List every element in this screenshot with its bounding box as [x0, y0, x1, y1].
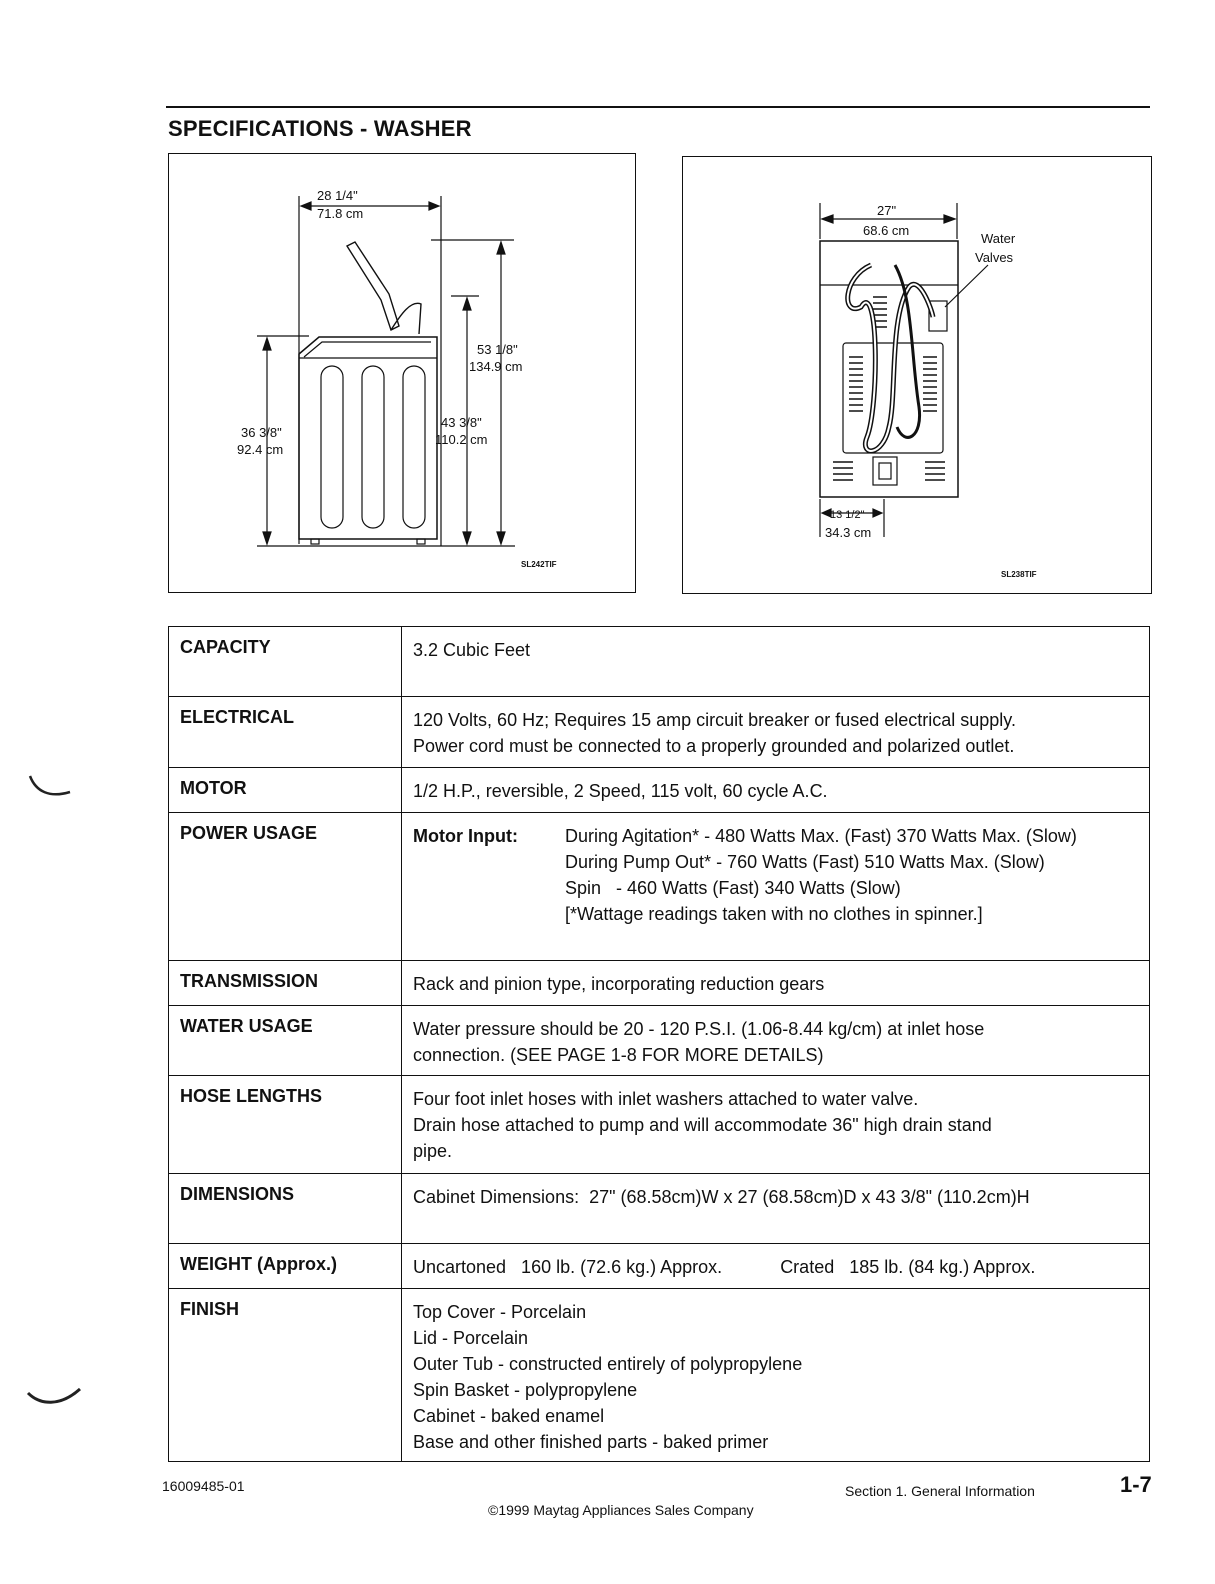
spec-label: MOTOR	[169, 768, 402, 813]
spec-line: pipe.	[413, 1141, 453, 1161]
spec-line: Top Cover - Porcelain	[413, 1302, 587, 1322]
spec-label: ELECTRICAL	[169, 697, 402, 768]
spec-line: Base and other finished parts - baked primer	[413, 1432, 769, 1452]
spec-label: HOSE LENGTHS	[169, 1076, 402, 1174]
spec-line: Spin - 460 Watts (Fast) 340 Watts (Slow)	[565, 878, 901, 898]
offset-cm-label: 34.3 cm	[825, 525, 872, 540]
motor-input-label: Motor Input:	[413, 826, 518, 846]
washer-side-drawing	[169, 154, 637, 594]
spec-line: Cabinet Dimensions: 27" (68.58cm)W x 27 (68.58cm)D x 43 3/8" (110.2cm)H	[413, 1187, 1030, 1207]
spec-value	[402, 1289, 1150, 1462]
specifications-table	[168, 626, 1150, 1462]
spec-label: FINISH	[169, 1289, 402, 1462]
rear-width-cm-label: 68.6 cm	[863, 223, 910, 238]
spec-line: Spin Basket - polypropylene	[413, 1380, 638, 1400]
spec-value	[402, 1076, 1150, 1174]
spec-row-motor	[169, 768, 1150, 813]
cabinet-height-cm-label: 110.2 cm	[435, 432, 488, 447]
spec-line: Rack and pinion type, incorporating reduction gears	[413, 974, 825, 994]
figure-right-code: SL238TIF	[1001, 570, 1037, 579]
open-height-cm-label: 134.9 cm	[469, 359, 523, 374]
spec-row-dimensions	[169, 1174, 1150, 1244]
spec-line: Cabinet - baked enamel	[413, 1406, 605, 1426]
spec-value	[402, 1244, 1150, 1289]
spec-row-electrical	[169, 697, 1150, 768]
width-cm-label: 71.8 cm	[317, 206, 364, 221]
spec-row-finish	[169, 1289, 1150, 1462]
spec-row-hose-lengths	[169, 1076, 1150, 1174]
spec-label: DIMENSIONS	[169, 1174, 402, 1244]
scan-artifact-mark	[20, 770, 90, 810]
spec-row-power-usage	[169, 813, 1150, 961]
page-title: SPECIFICATIONS - WASHER	[168, 116, 472, 141]
section-title: Section 1. General Information	[845, 1483, 1035, 1499]
open-height-in-label: 53 1/8"	[477, 342, 518, 357]
spec-label: TRANSMISSION	[169, 961, 402, 1006]
spec-line: Four foot inlet hoses with inlet washers attached to water valve.	[413, 1089, 919, 1109]
washer-rear-drawing	[683, 157, 1153, 595]
figure-left-code: SL242TIF	[521, 560, 557, 569]
spec-value	[402, 768, 1150, 813]
weight-crated: Crated 185 lb. (84 kg.) Approx.	[780, 1257, 1036, 1277]
spec-value	[402, 627, 1150, 697]
spec-line: During Pump Out* - 760 Watts (Fast) 510 Watts Max. (Slow)	[565, 852, 1045, 872]
spec-line: 3.2 Cubic Feet	[413, 640, 531, 660]
offset-in-label: 13 1/2"	[830, 509, 865, 521]
spec-line: [*Wattage readings taken with no clothes in spinner.]	[565, 904, 983, 924]
spec-value	[402, 813, 1150, 961]
spec-row-weight	[169, 1244, 1150, 1289]
spec-label: CAPACITY	[169, 627, 402, 697]
scan-artifact-mark	[20, 1375, 90, 1415]
spec-line: connection. (SEE PAGE 1-8 FOR MORE DETAILS)	[413, 1045, 824, 1065]
spec-value	[402, 1006, 1150, 1076]
spec-line: Outer Tub - constructed entirely of polypropylene	[413, 1354, 803, 1374]
valves-label-line1: Water	[981, 231, 1016, 246]
width-in-label: 28 1/4"	[317, 188, 358, 203]
spec-row-transmission	[169, 961, 1150, 1006]
spec-row-water-usage	[169, 1006, 1150, 1076]
spec-line: 1/2 H.P., reversible, 2 Speed, 115 volt, 60 cycle A.C.	[413, 781, 828, 801]
washer-rear-figure	[682, 156, 1152, 594]
spec-value	[402, 1174, 1150, 1244]
page-number: 1-7	[1120, 1472, 1152, 1497]
spec-label: POWER USAGE	[169, 813, 402, 961]
weight-uncartoned: Uncartoned 160 lb. (72.6 kg.) Approx.	[413, 1257, 723, 1277]
cabinet-height-in-label: 43 3/8"	[441, 415, 482, 430]
spec-value	[402, 961, 1150, 1006]
spec-line: Lid - Porcelain	[413, 1328, 529, 1348]
spec-line: Water pressure should be 20 - 120 P.S.I. (1.06-8.44 kg/cm) at inlet hose	[413, 1019, 985, 1039]
spec-label: WEIGHT (Approx.)	[169, 1244, 402, 1289]
header-rule	[166, 106, 1150, 108]
spec-row-capacity	[169, 627, 1150, 697]
spec-line: Power cord must be connected to a properly grounded and polarized outlet.	[413, 736, 1015, 756]
side-height-cm-label: 92.4 cm	[237, 442, 284, 457]
spec-line: During Agitation* - 480 Watts Max. (Fast) 370 Watts Max. (Slow)	[565, 826, 1077, 846]
side-height-in-label: 36 3/8"	[241, 425, 282, 440]
spec-line: Drain hose attached to pump and will accommodate 36" high drain stand	[413, 1115, 992, 1135]
rear-width-in-label: 27"	[877, 203, 897, 218]
washer-side-dimension-figure	[168, 153, 636, 593]
valves-label-line2: Valves	[975, 250, 1014, 265]
copyright-notice: ©1999 Maytag Appliances Sales Company	[488, 1502, 754, 1518]
spec-label: WATER USAGE	[169, 1006, 402, 1076]
spec-value	[402, 697, 1150, 768]
document-number: 16009485-01	[162, 1478, 245, 1494]
spec-line: 120 Volts, 60 Hz; Requires 15 amp circuit breaker or fused electrical supply.	[413, 710, 1016, 730]
